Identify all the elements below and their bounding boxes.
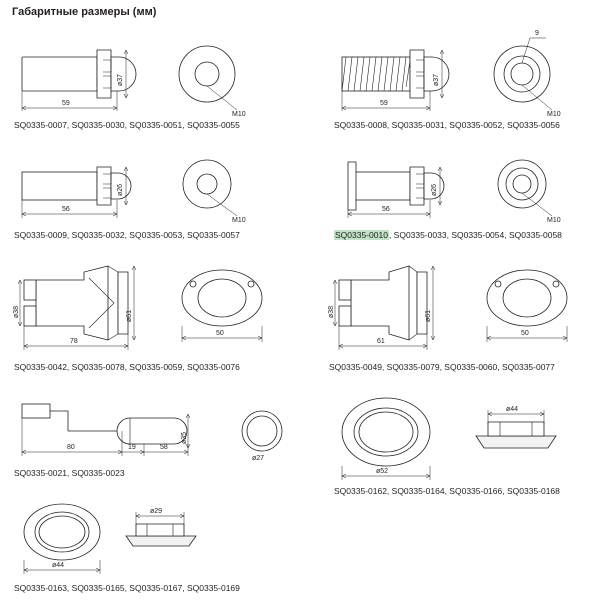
diagram-block-5: [10, 250, 290, 355]
diagram-block-6: [325, 250, 600, 355]
page-title: Габаритные размеры (мм): [12, 6, 157, 18]
dim-length-1: 59: [62, 100, 70, 107]
dim-diameter-4: ø26: [431, 183, 438, 196]
diagram-block-3: [10, 140, 260, 222]
diagram-block-4: [330, 140, 580, 222]
dim-thread-2: M10: [547, 111, 561, 118]
dim-diameter2-7: ø27: [252, 455, 265, 462]
dim-thread-3: M10: [232, 217, 246, 224]
diagram-block-8: [330, 392, 580, 482]
dim-diameter-9: ø44: [52, 562, 65, 569]
dim-width-5: 50: [216, 330, 224, 337]
dim-diameter-6: ø38: [328, 305, 335, 318]
dim-length-2: 59: [380, 100, 388, 107]
dim-thread-1: M10: [232, 111, 246, 118]
caption-block-5: SQ0335-0042, SQ0335-0078, SQ0335-0059, SQ0335-0076: [14, 362, 240, 372]
dim-thread-4: M10: [547, 217, 561, 224]
dim-gap-7: 19: [128, 444, 136, 451]
diagram-block-9: [10, 498, 260, 580]
dim-diameter2-8: ø44: [506, 406, 519, 413]
caption-block-8: SQ0335-0162, SQ0335-0164, SQ0335-0166, SQ0335-0168: [334, 486, 560, 496]
caption-block-2: SQ0335-0008, SQ0335-0031, SQ0335-0052, SQ0335-0056: [334, 120, 560, 130]
dim-diameter2-5: ø61: [126, 309, 133, 322]
caption-block-6: SQ0335-0049, SQ0335-0079, SQ0335-0060, SQ0335-0077: [329, 362, 555, 372]
dim-cable-7: 80: [67, 444, 75, 451]
dim-length-6: 61: [377, 338, 385, 345]
caption-block-4: SQ0335-0010, SQ0335-0033, SQ0335-0054, SQ0335-0058: [335, 230, 562, 240]
dim-body-7: 58: [160, 444, 168, 451]
caption-block-1: SQ0335-0007, SQ0335-0030, SQ0335-0051, SQ0335-0055: [14, 120, 240, 130]
dim-length-3: 56: [62, 206, 70, 213]
dim-diameter-1: ø37: [117, 73, 124, 86]
dim-length-4: 56: [382, 206, 390, 213]
dim-diameter-8: ø52: [376, 468, 389, 475]
dim-extra-2: 9: [535, 30, 539, 37]
caption-block-7: SQ0335-0021, SQ0335-0023: [14, 468, 125, 478]
dim-diameter-5: ø38: [13, 305, 20, 318]
dim-diameter-2: ø37: [433, 73, 440, 86]
caption-block-9: SQ0335-0163, SQ0335-0165, SQ0335-0167, SQ0335-0169: [14, 583, 240, 593]
caption-block-3: SQ0335-0009, SQ0335-0032, SQ0335-0053, SQ0335-0057: [14, 230, 240, 240]
dim-diameter-7: ø35: [181, 431, 188, 444]
diagram-block-1: [10, 24, 260, 118]
diagram-block-7: [10, 392, 310, 464]
dim-width-6: 50: [521, 330, 529, 337]
dim-diameter-3: ø26: [117, 183, 124, 196]
dim-diameter2-6: ø61: [425, 309, 432, 322]
dim-length-5: 78: [70, 338, 78, 345]
dim-diameter2-9: ø29: [150, 508, 163, 515]
diagram-block-2: [330, 24, 580, 118]
